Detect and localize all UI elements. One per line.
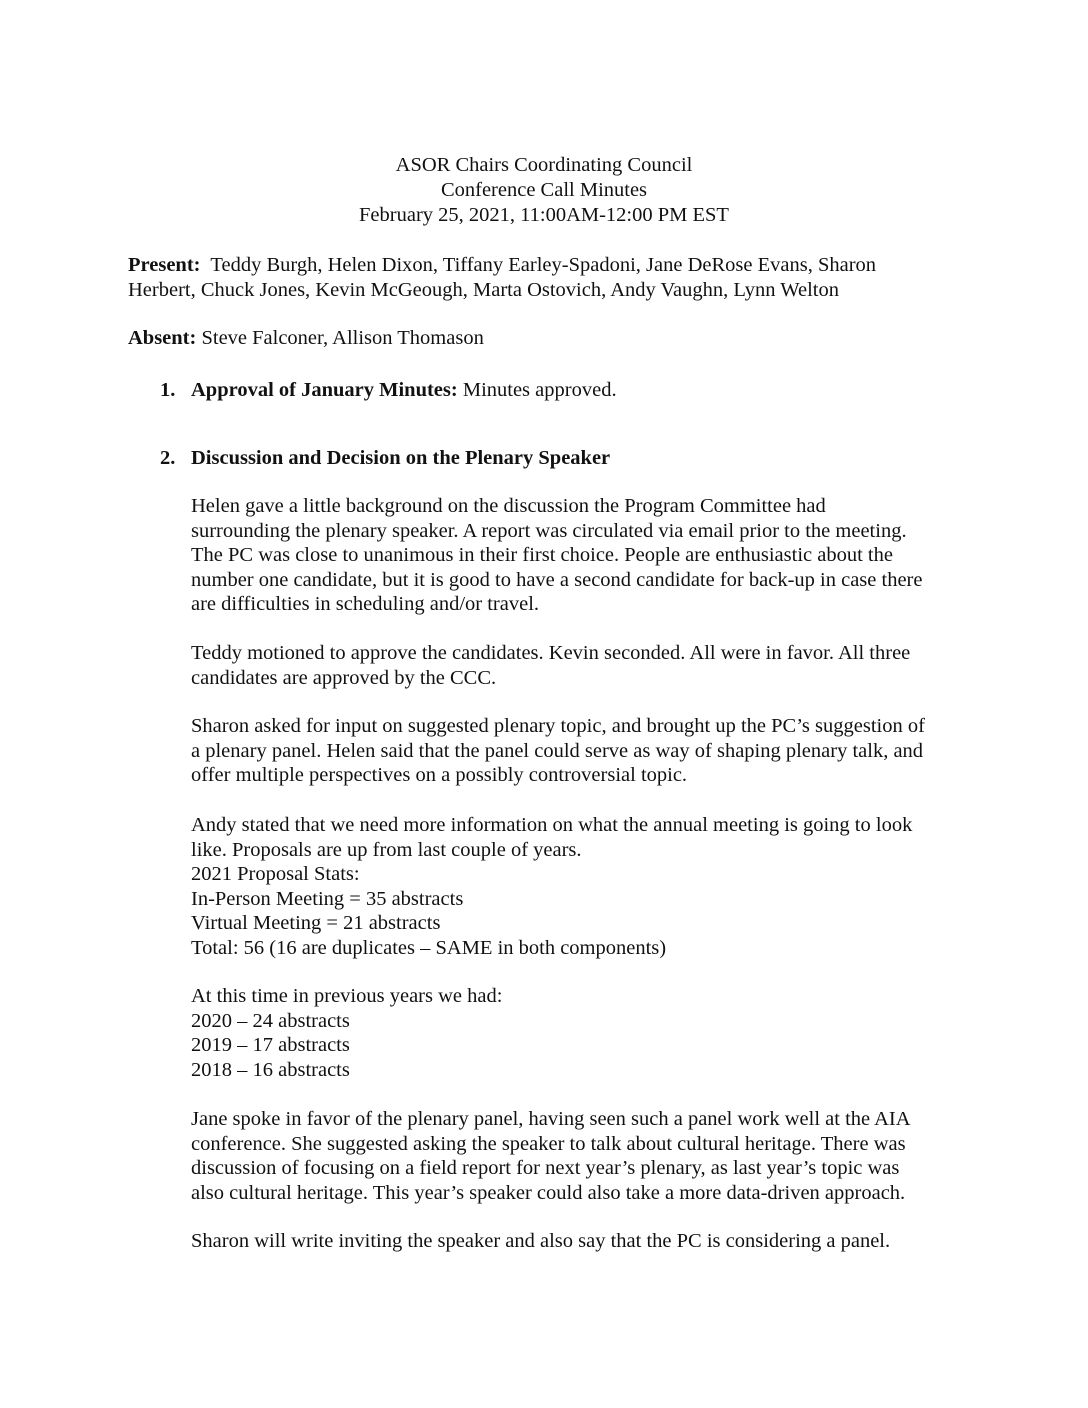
present-names-line-1: Teddy Burgh, Helen Dixon, Tiffany Earley-Spadoni, Jane DeRose Evans, Sharon [210, 254, 877, 276]
text-line: a plenary panel. Helen said that the panel could serve as way of shaping plenary talk, and [191, 739, 924, 762]
text-line: The PC was close to unanimous in their first choice. People are enthusiastic about the [191, 544, 893, 566]
meeting-date-time: February 25, 2021, 11:00AM-12:00 PM EST [359, 204, 729, 226]
present-names-line-2: Herbert, Chuck Jones, Kevin McGeough, Marta Ostovich, Andy Vaughn, Lynn Welton [128, 279, 840, 301]
item-2-paragraph-1 [191, 494, 981, 617]
item-2-paragraph-5 [191, 984, 981, 1082]
item-1-text: Minutes approved. [462, 379, 617, 401]
text-line: like. Proposals are up from last couple of years. [191, 838, 582, 861]
stat-virtual: Virtual Meeting = 21 abstracts [191, 912, 441, 934]
text-line: Sharon asked for input on suggested plenary topic, and brought up the PC’s suggestion of [191, 715, 925, 737]
item-2-paragraph-4 [191, 813, 981, 960]
text-line: discussion of focusing on a field report for next year’s plenary, as last year’s topic was [191, 1157, 900, 1179]
item-2-heading-text: Discussion and Decision on the Plenary Speaker [191, 447, 611, 469]
item-1-number: 1. [160, 379, 176, 401]
text-line: surrounding the plenary speaker. A report was circulated via email prior to the meeting. [191, 519, 907, 542]
text-line: candidates are approved by the CCC. [191, 666, 497, 689]
text-line: Jane spoke in favor of the plenary panel, having seen such a panel work well at the AIA [191, 1108, 911, 1130]
item-2-paragraph-7 [191, 1229, 981, 1254]
item-2-paragraph-3 [191, 714, 981, 788]
text-line: At this time in previous years we had: [191, 985, 503, 1007]
attendees-absent [128, 326, 958, 351]
document-title: Conference Call Minutes [440, 179, 648, 201]
attendees-present [128, 253, 958, 303]
stat-in-person: In-Person Meeting = 35 abstracts [191, 887, 464, 910]
text-line: Andy stated that we need more information on what the annual meeting is going to look [191, 814, 913, 836]
absent-label: Absent: [128, 327, 197, 349]
document-header [0, 153, 1088, 228]
present-label: Present: [128, 254, 201, 276]
stat-2018: 2018 – 16 abstracts [191, 1058, 350, 1081]
text-line: Sharon will write inviting the speaker and also say that the PC is considering a panel. [191, 1230, 891, 1252]
text-line: also cultural heritage. This year’s speaker could also take a more data-driven approach. [191, 1181, 906, 1204]
item-1 [191, 378, 981, 403]
text-line: Helen gave a little background on the discussion the Program Committee had [191, 495, 826, 517]
proposal-stats-heading: 2021 Proposal Stats: [191, 863, 360, 885]
text-line: Teddy motioned to approve the candidates. Kevin seconded. All were in favor. All three [191, 642, 911, 664]
text-line: number one candidate, but it is good to have a second candidate for back-up in case there [191, 568, 923, 591]
stat-total: Total: 56 (16 are duplicates – SAME in both components) [191, 936, 667, 959]
text-line: are difficulties in scheduling and/or travel. [191, 593, 540, 615]
item-2-number: 2. [160, 447, 176, 469]
stat-2019: 2019 – 17 abstracts [191, 1034, 350, 1056]
text-line: conference. She suggested asking the speaker to talk about cultural heritage. There was [191, 1132, 906, 1155]
stat-2020: 2020 – 24 abstracts [191, 1009, 350, 1032]
text-line: offer multiple perspectives on a possibly controversial topic. [191, 764, 688, 786]
absent-names: Steve Falconer, Allison Thomason [201, 327, 484, 349]
item-2-heading [191, 446, 981, 471]
item-2-paragraph-2 [191, 641, 981, 690]
item-2-paragraph-6 [191, 1107, 981, 1205]
item-1-heading: Approval of January Minutes: [191, 379, 458, 401]
org-name: ASOR Chairs Coordinating Council [395, 154, 693, 176]
